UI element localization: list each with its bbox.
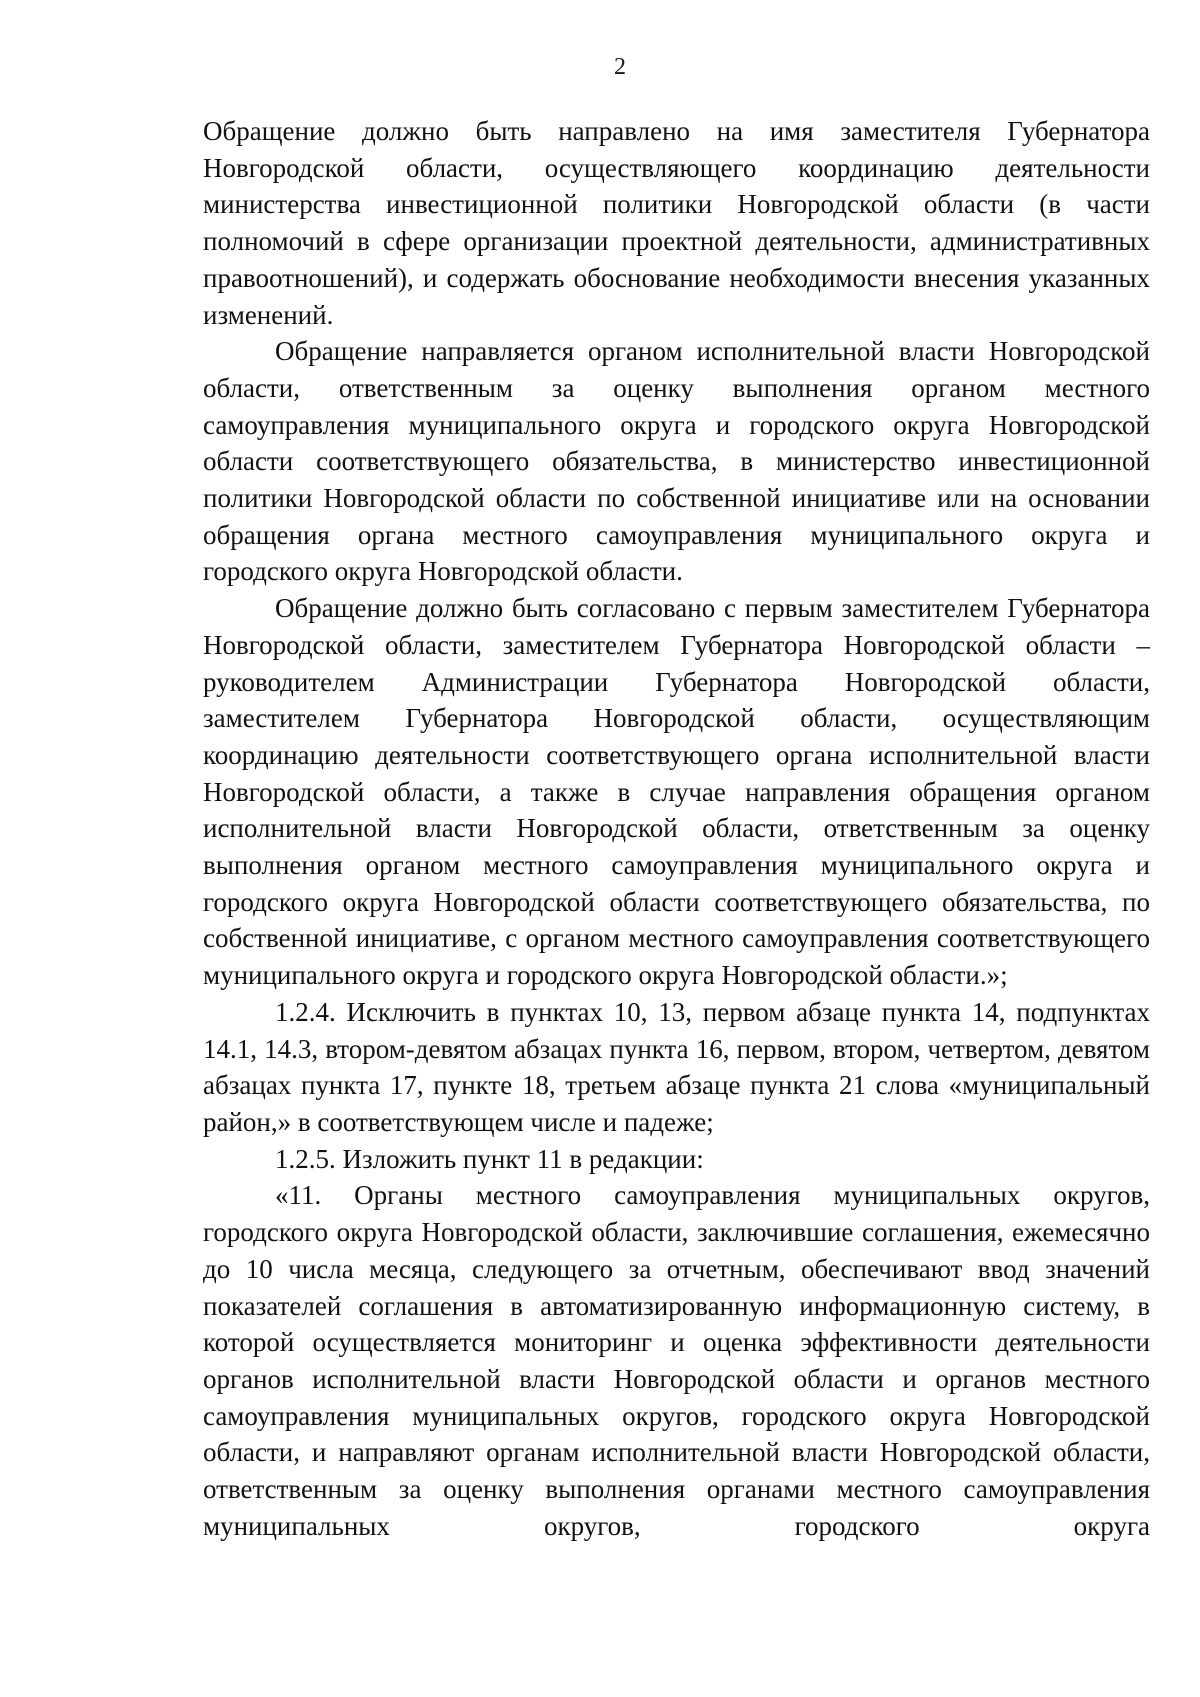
paragraph-appeal-approval: Обращение должно быть согласовано с первым заместителем Губернатора Новгородской области, заместителем Губернатора Новгородской области – руководителем Администрации Губернатора Новгородской области, заместителем Губернатора Новгородской области, осуществляющим координацию деятельности соответствующего органа исполнительной власти Новгородской области, а также в случае направления обращения органом исполнительной власти Новгородской области, ответственным за оценку выполнения органом местного самоуправления муниципального округа и городского округа Новгородской области соответствующего обязательства, по собственной инициативе, с органом местного самоуправления соответствующего муниципального округа и городского округа Новгородской области.»;: [203, 593, 1150, 991]
paragraph-appeal-sender: Обращение направляется органом исполнительной власти Новгородской области, ответственным за оценку выполнения органом местного самоуправления муниципального округа и городского округа Новгородской области соответствующего обязательства, в министерство инвестиционной политики Новгородской области по собственной инициативе или на основании обращения органа местного самоуправления муниципального округа и городского округа Новгородской области.: [203, 336, 1150, 587]
paragraph-item-1-2-4: 1.2.4. Исключить в пунктах 10, 13, первом абзаце пункта 14, подпунктах 14.1, 14.3, втором-девятом абзацах пункта 16, первом, втором, четвертом, девятом абзацах пункта 17, пункте 18, третьем абзаце пункта 21 слова «муниципальный район,» в соответствующем числе и падеже;: [203, 996, 1150, 1137]
page-number: 2: [614, 54, 626, 80]
paragraph-item-1-2-5: 1.2.5. Изложить пункт 11 в редакции:: [275, 1143, 704, 1174]
document-body: [203, 113, 1150, 1544]
paragraph-clause-11: «11. Органы местного самоуправления муниципальных округов, городского округа Новгородской области, заключившие соглашения, ежемесячно до 10 числа месяца, следующего за отчетным, обеспечивают ввод значений показателей соглашения в автоматизированную информационную систему, в которой осуществляется мониторинг и оценка эффективности деятельности органов исполнительной власти Новгородской области и органов местного самоуправления муниципальных округов, городского округа Новгородской области, и направляют органам исполнительной власти Новгородской области, ответственным за оценку выполнения органами местного самоуправления муниципальных округов, городского округа: [203, 1180, 1150, 1541]
paragraph-appeal-addressee: Обращение должно быть направлено на имя заместителя Губернатора Новгородской области, осуществляющего координацию деятельности министерства инвестиционной политики Новгородской области (в части полномочий в сфере организации проектной деятельности, административных правоотношений), и содержать обоснование необходимости внесения указанных изменений.: [203, 116, 1150, 330]
